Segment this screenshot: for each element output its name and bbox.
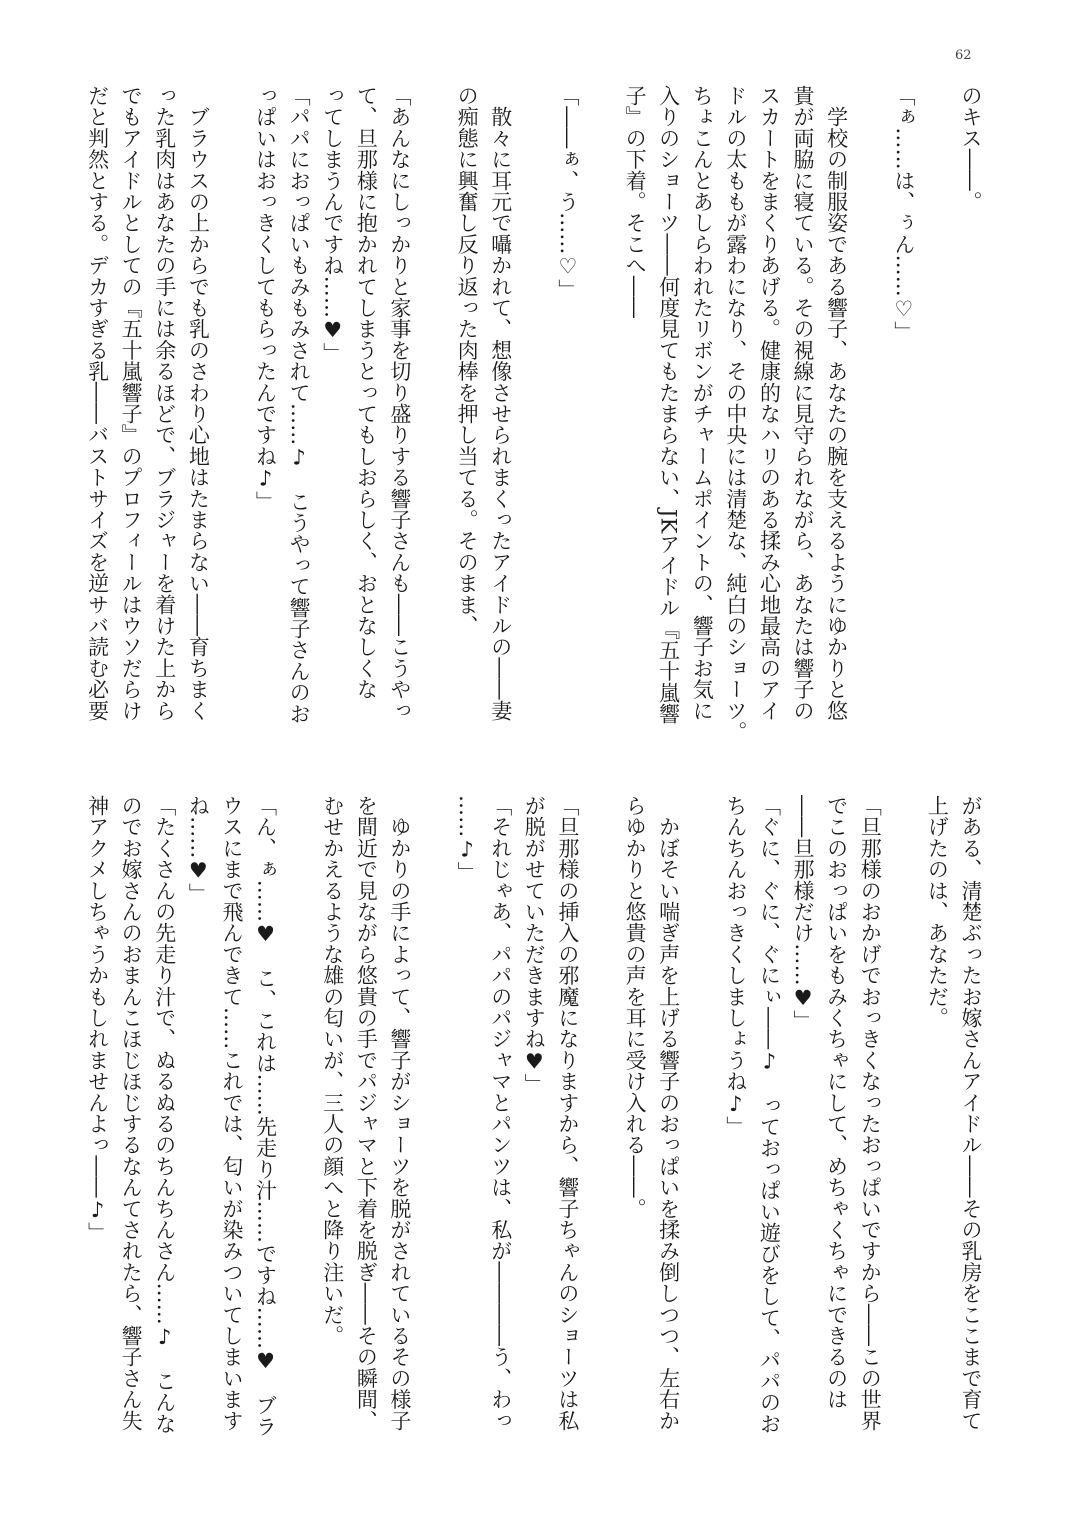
- blank-line: [853, 85, 887, 735]
- text-line: ウスにまで飛んできて……これでは、匂いが染みついてしまいます: [219, 795, 244, 1431]
- text-line: ちんちんおっきくしましょうね♪」: [723, 795, 748, 1138]
- text-line: った乳肉はあなたの手には余るほどで、ブラジャーを着けた上から: [152, 85, 177, 721]
- text-line: ドルの太ももが露わになり、その中央には清楚な、純白のショーツ。: [723, 85, 748, 743]
- blank-line: [886, 795, 920, 1445]
- text-line: がある、清楚ぶったお嫁さんアイドル――その乳房をここまで育て: [959, 795, 983, 1431]
- text-line: 「――ぁ、う……♡」: [555, 85, 580, 300]
- text-line: っぱいはおっきくしてもらったんですね♪」: [253, 85, 278, 512]
- text-line: 「パパにおっぱいもみもみされて……♪ こうやって響子さんのお: [287, 85, 312, 724]
- text-line: 「あんなにしっかりと家事を切り盛りする響子さんも――こうやっ: [387, 85, 412, 721]
- text-block-top: [80, 85, 987, 743]
- blank-line: [517, 85, 551, 735]
- text-line: のでお嫁さんのおまんこほじほじするなんてされたら、響子さん失: [119, 795, 144, 1431]
- text-line: ってしまうんですね……♥」: [320, 85, 345, 364]
- text-line: 神アクメしちゃうかもしれませんよっ――♪」: [85, 795, 110, 1244]
- text-line: 「旦那様のおかげでおっきくなったおっぱいですから――この世界: [858, 795, 883, 1431]
- text-line: 「ぐに、ぐに、ぐにぃ――♪ っておっぱい遊びをして、パパのお: [757, 795, 782, 1434]
- text-line: ゆかりの手によって、響子がショーツを脱がされているその様子: [387, 795, 412, 1431]
- text-line: でもアイドルとしての『五十嵐響子』のプロフィールはウソだらけ: [119, 85, 144, 721]
- text-line: だと判然とする。デカすぎる乳――バストサイズを逆サバ読む必要: [85, 85, 110, 721]
- text-line: 上げたのは、あなただ。: [925, 795, 950, 1029]
- text-line: むせかえるような雄の匂いが、三人の顔へと降り注いだ。: [320, 795, 345, 1347]
- text-line: ――旦那様だけ……♥」: [791, 795, 816, 1032]
- blank-line: [416, 85, 450, 735]
- text-line: 「たくさんの先走り汁で、ぬるぬるのちんちんさん……♪ こんな: [152, 795, 177, 1434]
- text-line: のキス――。: [959, 85, 983, 213]
- text-line: ……♪」: [455, 795, 480, 883]
- text-line: 貴が両脇に寝ている。その視線に見守られながら、あなたは響子の: [791, 85, 816, 721]
- blank-line: [214, 85, 248, 735]
- text-line: の痴態に興奮し反り返った肉棒を押し当てる。そのまま、: [455, 85, 480, 637]
- text-line: でこのおっぱいをもみくちゃにして、めちゃくちゃにできるのは: [824, 795, 849, 1410]
- text-line: ちょこんとあしらわれたリボンがチャームポイントの、響子お気に: [690, 85, 715, 721]
- text-line: かぼそい喘ぎ声を上げる響子のおっぱいを揉み倒しつつ、左右か: [656, 795, 681, 1431]
- blank-line: [920, 85, 954, 735]
- text-line: 入りのショーツ――何度見てもたまらない、JKアイドル『五十嵐響: [656, 85, 681, 725]
- text-line: 「旦那様の挿入の邪魔になりますから、響子ちゃんのショーツは私: [555, 795, 580, 1431]
- blank-line: [584, 85, 618, 735]
- blank-line: [584, 795, 618, 1445]
- text-line: らゆかりと悠貴の声を耳に受け入れる――。: [623, 795, 648, 1219]
- blank-line: [282, 795, 316, 1445]
- text-line: 子』の下着。そこへ――: [623, 85, 648, 319]
- text-line: スカートをまくりあげる。健康的なハリのある揉み心地最高のアイ: [757, 85, 782, 721]
- blank-line: [416, 795, 450, 1445]
- text-line: が脱がせていただきますね♥」: [522, 795, 547, 1095]
- text-line: 「それじゃあ、パパのパジャマとパンツは、私が――――う、わっ: [488, 795, 513, 1431]
- text-line: ブラウスの上からでも乳のさわり心地はたまらない――育ちまく: [186, 85, 211, 721]
- text-line: ね……♥」: [186, 795, 211, 904]
- text-line: て、旦那様に抱かれてしまうとってもしおらしく、おとなしくな: [354, 85, 379, 700]
- page-number: 62: [955, 48, 972, 63]
- text-line: 「ん、ぁ……♥ こ、これは……先走り汁……ですね……♥ ブラ: [253, 795, 278, 1437]
- text-line: 学校の制服姿である響子、あなたの腕を支えるようにゆかりと悠: [824, 85, 849, 721]
- text-line: 「ぁ……は、ぅん……♡」: [891, 85, 916, 343]
- text-line: を間近で見ながら悠貴の手でパジャマと下着を脱ぎ――その瞬間、: [354, 795, 379, 1431]
- blank-line: [685, 795, 719, 1445]
- text-block-bottom: [80, 795, 987, 1445]
- text-line: 散々に耳元で囁かれて、想像させられまくったアイドルの――妻: [488, 85, 513, 721]
